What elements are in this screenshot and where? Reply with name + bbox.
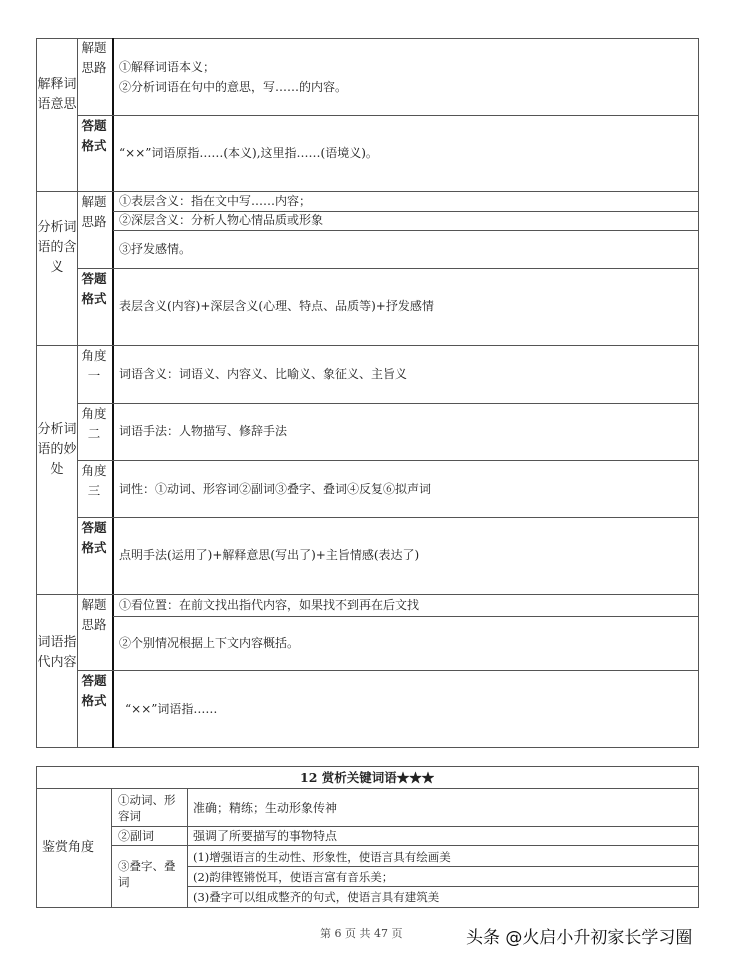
cell-text: “××”词语指…… [125, 702, 218, 716]
cell-text: 强调了所要描写的事物特点 [193, 829, 338, 843]
row-label: 答题格式 [81, 673, 107, 708]
row-label: ②副词 [118, 829, 155, 843]
row-divider [77, 460, 699, 461]
row-divider [111, 845, 699, 846]
line-divider [187, 886, 699, 887]
cell-text: (3)叠字可以组成整齐的句式，使语言具有建筑美 [193, 890, 440, 904]
section-divider [36, 594, 699, 595]
cell-text: (1)增强语言的生动性、形象性，使语言具有绘画美 [193, 850, 451, 864]
cell-text: 表层含义(内容)+深层含义(心理、特点、品质等)+抒发感情 [119, 299, 434, 313]
row-divider [77, 517, 699, 518]
column-divider-2 [112, 38, 114, 748]
cell-text: 准确；精练；生动形象传神 [193, 801, 338, 815]
category-label: 词语指代内容 [37, 635, 77, 670]
row-label: 解题思路 [81, 40, 107, 75]
table-border-top [36, 766, 699, 767]
row-divider [77, 115, 699, 116]
row-divider [77, 403, 699, 404]
cell-text: ②深层含义：分析人物心情品质或形象 [119, 213, 324, 227]
row-divider [77, 670, 699, 671]
cell-text: ①看位置：在前文找出指代内容，如果找不到再在后文找 [119, 598, 420, 612]
table-border-left [36, 766, 37, 908]
section-divider [36, 191, 699, 192]
table-title: 12 赏析关键词语★★★ [300, 770, 435, 785]
cell-text: 点明手法(运用了)+解释意思(写出了)+主旨情感(表达了) [119, 548, 420, 562]
table-title-divider [36, 788, 699, 789]
table-border-top [36, 38, 699, 39]
row-label: ③叠字、叠词 [118, 859, 176, 889]
table-border-right [698, 38, 699, 748]
cell-text: ①表层含义：指在文中写……内容； [119, 194, 312, 208]
category-label: 鉴赏角度 [42, 840, 95, 855]
section-divider [36, 345, 699, 346]
row-divider [111, 826, 699, 827]
cell-text: ③抒发感情。 [119, 242, 192, 256]
line-divider [113, 211, 699, 212]
cell-text: ②个别情况根据上下文内容概括。 [119, 636, 300, 650]
watermark: 头条 @火启小升初家长学习圈 [466, 928, 693, 948]
cell-text: 词性：①动词、形容词②副词③叠字、叠词④反复⑥拟声词 [119, 482, 432, 496]
cell-text: “××”词语原指……(本义),这里指……(语境义)。 [119, 146, 378, 160]
cell-text: 词语手法：人物描写、修辞手法 [119, 424, 288, 438]
cell-text: 词语含义：词语义、内容义、比喻义、象征义、主旨义 [119, 367, 408, 381]
row-label: 答题格式 [81, 118, 107, 153]
category-label: 分析词语的妙处 [37, 422, 77, 477]
row-label: 角度一 [81, 348, 107, 383]
table-border-bottom [36, 747, 699, 748]
row-label: 解题思路 [81, 597, 107, 632]
cell-text: ②分析词语在句中的意思，写……的内容。 [119, 80, 348, 94]
column-divider-2 [187, 788, 188, 908]
table-border-bottom [36, 907, 699, 908]
row-label: 解题思路 [81, 194, 107, 229]
page-number: 第 6 页 共 47 页 [320, 927, 403, 940]
row-divider [77, 268, 699, 269]
row-label: 答题格式 [81, 271, 107, 306]
row-label: 答题格式 [81, 520, 107, 555]
row-label: 角度二 [81, 406, 107, 441]
row-label: ①动词、形容词 [118, 793, 176, 823]
category-label: 分析词语的含义 [37, 220, 77, 275]
line-divider [113, 616, 699, 617]
line-divider [187, 866, 699, 867]
category-label: 解释词语意思 [37, 77, 77, 112]
row-label: 角度三 [81, 463, 107, 498]
cell-text: ①解释词语本义； [119, 60, 216, 74]
line-divider [113, 230, 699, 231]
column-divider-1 [111, 788, 112, 908]
cell-text: (2)韵律铿锵悦耳，使语言富有音乐美； [193, 870, 394, 884]
